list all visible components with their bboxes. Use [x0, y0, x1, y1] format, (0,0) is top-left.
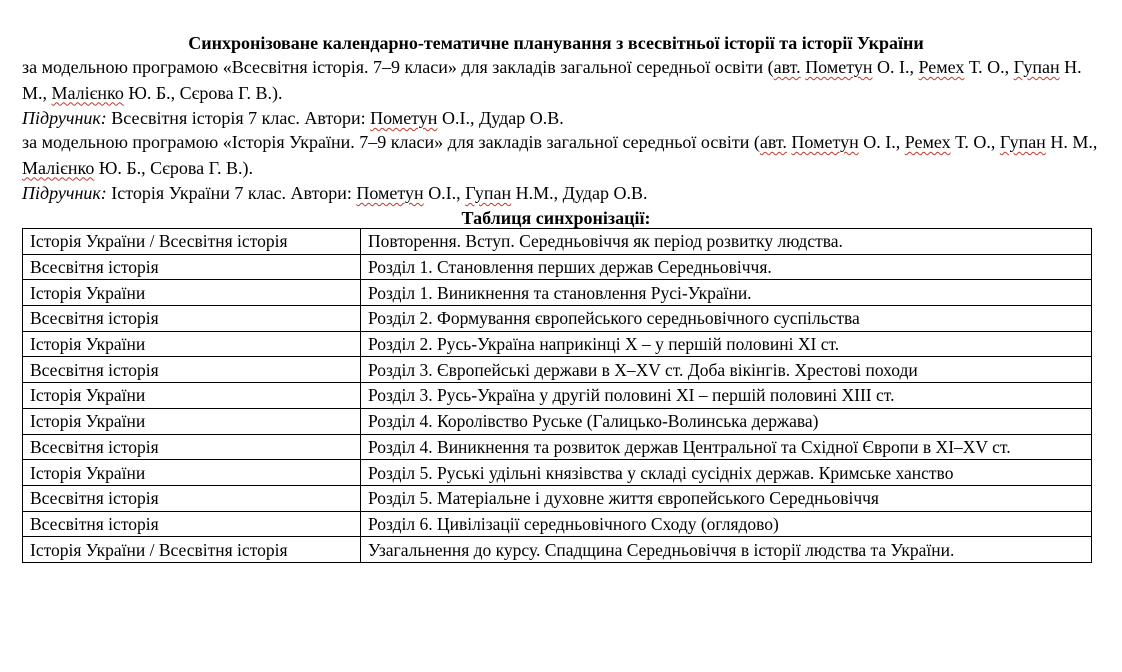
- spellcheck-word: Пометун: [370, 108, 438, 128]
- program-world-text-1: за модельною програмою «Всесвітня історія. 7–9 класи» для закладів загальної середньої освіти (: [22, 57, 774, 77]
- textbook-label: Підручник:: [22, 108, 107, 128]
- document-title: Синхронізоване календарно-тематичне планування з всесвітньої історії та історії України: [188, 33, 924, 53]
- table-row: [23, 485, 1092, 511]
- subject-cell: Історія України: [23, 331, 361, 357]
- table-row: [23, 280, 1092, 306]
- subject-cell: Історія України / Всесвітня історія: [23, 229, 361, 255]
- spellcheck-word: Гупан: [999, 132, 1046, 152]
- topic-cell: Розділ 3. Європейські держави в X–XV ст. Доба вікінгів. Хрестові походи: [361, 357, 1092, 383]
- topic-cell: Розділ 3. Русь-Україна у другій половині ХІ – першій половині ХІІІ ст.: [361, 383, 1092, 409]
- table-row: [23, 331, 1092, 357]
- table-title: Таблиця синхронізації:: [461, 208, 651, 228]
- topic-cell: Розділ 5. Матеріальне і духовне життя європейського Середньовіччя: [361, 485, 1092, 511]
- subject-cell: Історія України / Всесвітня історія: [23, 537, 361, 563]
- program-world-paragraph: за модельною програмою «Всесвітня історія. 7–9 класи» для закладів загальної середньої освіти (авт. Пометун О. І., Ремех Т. О., Гупан Н. М., Малієнко Ю. Б., Сєрова Г. В.).: [22, 57, 1082, 103]
- subject-cell: Історія України: [23, 383, 361, 409]
- spellcheck-word: Пометун: [805, 57, 873, 77]
- table-row: [23, 254, 1092, 280]
- subject-cell: Історія України: [23, 408, 361, 434]
- sync-table-body: [23, 229, 1092, 563]
- topic-cell: Розділ 1. Виникнення та становлення Русі-України.: [361, 280, 1092, 306]
- spellcheck-word: Ремех: [904, 132, 951, 152]
- subject-cell: Історія України: [23, 280, 361, 306]
- table-row: [23, 306, 1092, 332]
- spellcheck-word: Малієнко: [51, 82, 124, 103]
- table-row: [23, 511, 1092, 537]
- table-row: [23, 357, 1092, 383]
- table-row: [23, 383, 1092, 409]
- textbook-ukraine-line: Підручник: Історія України 7 клас. Автори: Пометун О.І., Гупан Н.М., Дудар О.В.: [22, 183, 648, 203]
- spellcheck-word: Гупан: [465, 183, 512, 203]
- subject-cell: Всесвітня історія: [23, 254, 361, 280]
- topic-cell: Повторення. Вступ. Середньовіччя як період розвитку людства.: [361, 229, 1092, 255]
- table-row: [23, 537, 1092, 563]
- table-row: [23, 229, 1092, 255]
- table-row: [23, 460, 1092, 486]
- spellcheck-word: авт.: [773, 57, 801, 77]
- subject-cell: Всесвітня історія: [23, 357, 361, 383]
- table-row: [23, 408, 1092, 434]
- topic-cell: Розділ 1. Становлення перших держав Середньовіччя.: [361, 254, 1092, 280]
- program-ukraine-text-1: за модельною програмою «Історія України. 7–9 класи» для закладів загальної середньої освіти (: [22, 132, 760, 152]
- spellcheck-word: Пометун: [791, 132, 859, 152]
- spellcheck-word: Малієнко: [22, 157, 95, 178]
- subject-cell: Всесвітня історія: [23, 434, 361, 460]
- topic-cell: Розділ 2. Формування європейського середньовічного суспільства: [361, 306, 1092, 332]
- topic-cell: Розділ 6. Цивілізації середньовічного Сходу (оглядово): [361, 511, 1092, 537]
- topic-cell: Розділ 4. Королівство Руське (Галицько-Волинська держава): [361, 408, 1092, 434]
- subject-cell: Всесвітня історія: [23, 511, 361, 537]
- spellcheck-word: авт.: [759, 132, 787, 152]
- program-ukraine-paragraph: за модельною програмою «Історія України. 7–9 класи» для закладів загальної середньої освіти (авт. Пометун О. І., Ремех Т. О., Гупан Н. М., Малієнко Ю. Б., Сєрова Г. В.).: [22, 132, 1098, 178]
- topic-cell: Розділ 4. Виникнення та розвиток держав Центральної та Східної Європи в XI–XV ст.: [361, 434, 1092, 460]
- spellcheck-word: Ремех: [918, 57, 965, 77]
- spellcheck-word: Пометун: [356, 183, 424, 203]
- textbook-label: Підручник:: [22, 183, 107, 203]
- topic-cell: Узагальнення до курсу. Спадщина Середньовіччя в історії людства та України.: [361, 537, 1092, 563]
- table-row: [23, 434, 1092, 460]
- sync-table: [22, 228, 1092, 563]
- topic-cell: Розділ 2. Русь-Україна наприкінці Х – у першій половині ХІ ст.: [361, 331, 1092, 357]
- subject-cell: Всесвітня історія: [23, 306, 361, 332]
- subject-cell: Історія України: [23, 460, 361, 486]
- topic-cell: Розділ 5. Руські удільні князівства у складі сусідніх держав. Кримське ханство: [361, 460, 1092, 486]
- subject-cell: Всесвітня історія: [23, 485, 361, 511]
- textbook-world-line: Підручник: Всесвітня історія 7 клас. Автори: Пометун О.І., Дудар О.В.: [22, 108, 564, 128]
- spellcheck-word: Гупан: [1013, 57, 1060, 77]
